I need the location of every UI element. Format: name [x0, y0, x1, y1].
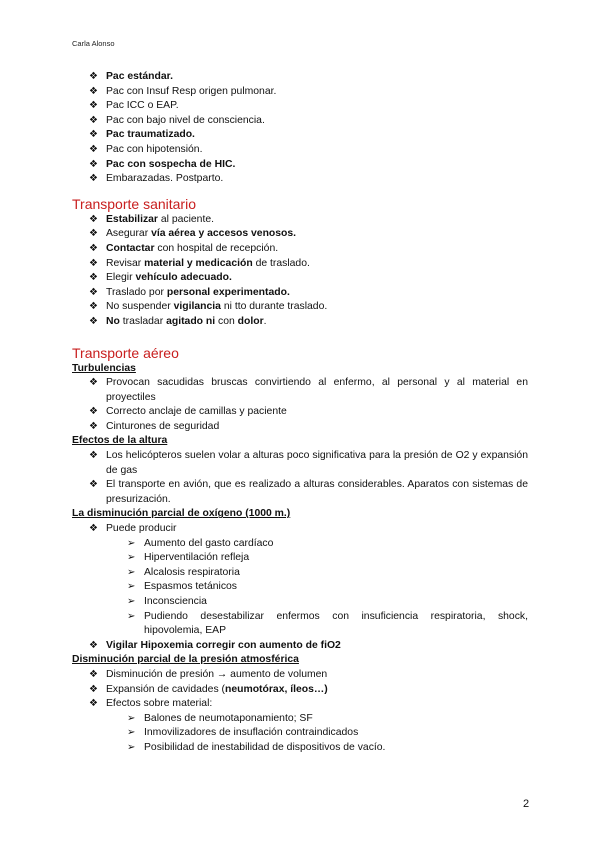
page-number: 2 [523, 798, 530, 810]
sub-list-item: ➢ Pudiendo desestabilizar enfermos con insuficiencia respiratoria, shock, hipovolemia, EAP [127, 610, 528, 637]
arrow-bullet-icon: ➢ [127, 741, 136, 753]
arrow-bullet-icon: ➢ [127, 596, 136, 607]
diamond-bullet-icon: ❖ [89, 100, 98, 112]
list-item: ❖ Cinturones de seguridad [72, 420, 528, 435]
list-item: ❖ Expansión de cavidades (neumotórax, íleos…) [72, 683, 528, 698]
patient-list [72, 70, 528, 187]
list-item: ❖ Pac traumatizado. [72, 128, 528, 143]
diamond-bullet-icon: ❖ [89, 315, 98, 327]
sub-list-item: ➢ Inmovilizadores de insuflación contraindicados [72, 726, 528, 741]
list-item: ❖ Asegurar vía aérea y accesos venosos. [72, 227, 528, 242]
list-item: ❖ Estabilizar al paciente. [72, 213, 528, 228]
sub-list-item: ➢ Posibilidad de inestabilidad de dispositivos de vacío. [72, 741, 528, 756]
sub-list-item: ➢ Alcalosis respiratoria [72, 566, 528, 581]
list-item: ❖ Vigilar Hipoxemia corregir con aumento de fiO2 [72, 639, 528, 654]
list-item: ❖ Traslado por personal experimentado. [72, 286, 528, 301]
diamond-bullet-icon: ❖ [89, 286, 98, 298]
diamond-bullet-icon: ❖ [89, 71, 98, 82]
list-item: ❖ Pac ICC o EAP. [72, 99, 528, 114]
diamond-bullet-icon: ❖ [89, 173, 98, 185]
altura-list [72, 449, 528, 507]
subsection-title-efectos-altura: Efectos de la altura [72, 435, 168, 447]
oxigeno-list [72, 522, 528, 537]
list-item: ❖ Pac con hipotensión. [72, 143, 528, 158]
diamond-bullet-icon: ❖ [89, 272, 98, 284]
diamond-bullet-icon: ❖ [89, 301, 98, 313]
sanitario-list [72, 213, 528, 330]
list-item: ❖ Correcto anclaje de camillas y paciente [72, 405, 528, 420]
subsection-title-oxigeno: La disminución parcial de oxígeno (1000 m.) [72, 508, 291, 520]
diamond-bullet-icon: ❖ [89, 377, 98, 389]
list-item: ❖ Embarazadas. Postparto. [72, 172, 528, 187]
diamond-bullet-icon: ❖ [89, 698, 98, 710]
diamond-bullet-icon: ❖ [89, 158, 98, 170]
list-item: ❖ Pac con sospecha de HIC. [72, 158, 528, 173]
list-item: ❖ Contactar con hospital de recepción. [72, 242, 528, 257]
author-header: Carla Alonso [72, 39, 115, 48]
atmosferica-sublist [72, 712, 528, 756]
diamond-bullet-icon: ❖ [89, 523, 98, 535]
turbulencias-list [72, 376, 528, 434]
arrow-bullet-icon: ➢ [127, 712, 136, 724]
page-content [72, 70, 528, 756]
diamond-bullet-icon: ❖ [89, 668, 98, 680]
diamond-bullet-icon: ❖ [89, 85, 98, 97]
diamond-bullet-icon: ❖ [89, 479, 98, 491]
subsection-title-presion-atmosferica: Disminución parcial de la presión atmosférica [72, 654, 299, 666]
diamond-bullet-icon: ❖ [89, 114, 98, 126]
diamond-bullet-icon: ❖ [89, 257, 98, 269]
arrow-bullet-icon: ➢ [127, 610, 136, 622]
list-item: ❖ Pac estándar. [72, 70, 528, 85]
diamond-bullet-icon: ❖ [89, 420, 98, 432]
list-item: ❖ Provocan sacudidas bruscas convirtiendo al enfermo, al personal y al material en proyectiles [89, 377, 528, 403]
sub-list-item: ➢ Espasmos tetánicos [72, 580, 528, 595]
diamond-bullet-icon: ❖ [89, 406, 98, 418]
sub-list-item: ➢ Aumento del gasto cardíaco [72, 537, 528, 552]
section-title-transporte-aereo: Transporte aéreo [72, 344, 179, 361]
oxigeno-final-list [72, 639, 528, 654]
sub-list-item: ➢ Hiperventilación refleja [72, 551, 528, 566]
list-item: ❖ Disminución de presión → aumento de volumen [72, 668, 528, 683]
diamond-bullet-icon: ❖ [89, 228, 98, 240]
list-item: ❖ Revisar material y medicación de traslado. [72, 257, 528, 272]
arrow-bullet-icon: ➢ [127, 537, 136, 549]
arrow-bullet-icon: ➢ [127, 566, 136, 578]
list-item: ❖ Los helicópteros suelen volar a alturas poco significativa para la presión de O2 y expansión de gas [89, 450, 528, 476]
list-item: ❖ Pac con Insuf Resp origen pulmonar. [72, 85, 528, 100]
arrow-bullet-icon: ➢ [127, 581, 136, 593]
diamond-bullet-icon: ❖ [89, 450, 98, 462]
list-item: ❖ Pac con bajo nivel de consciencia. [72, 114, 528, 129]
subsection-title-turbulencias: Turbulencias [72, 362, 136, 374]
arrow-bullet-icon: ➢ [127, 727, 136, 739]
sub-list-item: ➢ Balones de neumotaponamiento; SF [72, 712, 528, 727]
diamond-bullet-icon: ❖ [89, 242, 98, 254]
list-item: ❖ No trasladar agitado ni con dolor. [72, 315, 528, 330]
diamond-bullet-icon: ❖ [89, 683, 98, 695]
list-item: ❖ Efectos sobre material: [72, 697, 528, 712]
list-item: ❖ Elegir vehículo adecuado. [72, 271, 528, 286]
atmosferica-list [72, 668, 528, 712]
list-item: ❖ No suspender vigilancia ni tto durante traslado. [72, 300, 528, 315]
diamond-bullet-icon: ❖ [89, 143, 98, 155]
diamond-bullet-icon: ❖ [89, 129, 98, 141]
diamond-bullet-icon: ❖ [89, 639, 98, 651]
arrow-bullet-icon: ➢ [127, 552, 136, 564]
list-item: ❖ Puede producir [72, 522, 528, 537]
list-item: ❖ El transporte en avión, que es realizado a alturas considerables. Aparatos con sistemas de presurización. [89, 479, 528, 505]
oxigeno-sublist [72, 537, 528, 639]
section-title-transporte-sanitario: Transporte sanitario [72, 195, 196, 212]
diamond-bullet-icon: ❖ [89, 213, 98, 225]
sub-list-item: ➢ Inconsciencia [72, 595, 528, 610]
